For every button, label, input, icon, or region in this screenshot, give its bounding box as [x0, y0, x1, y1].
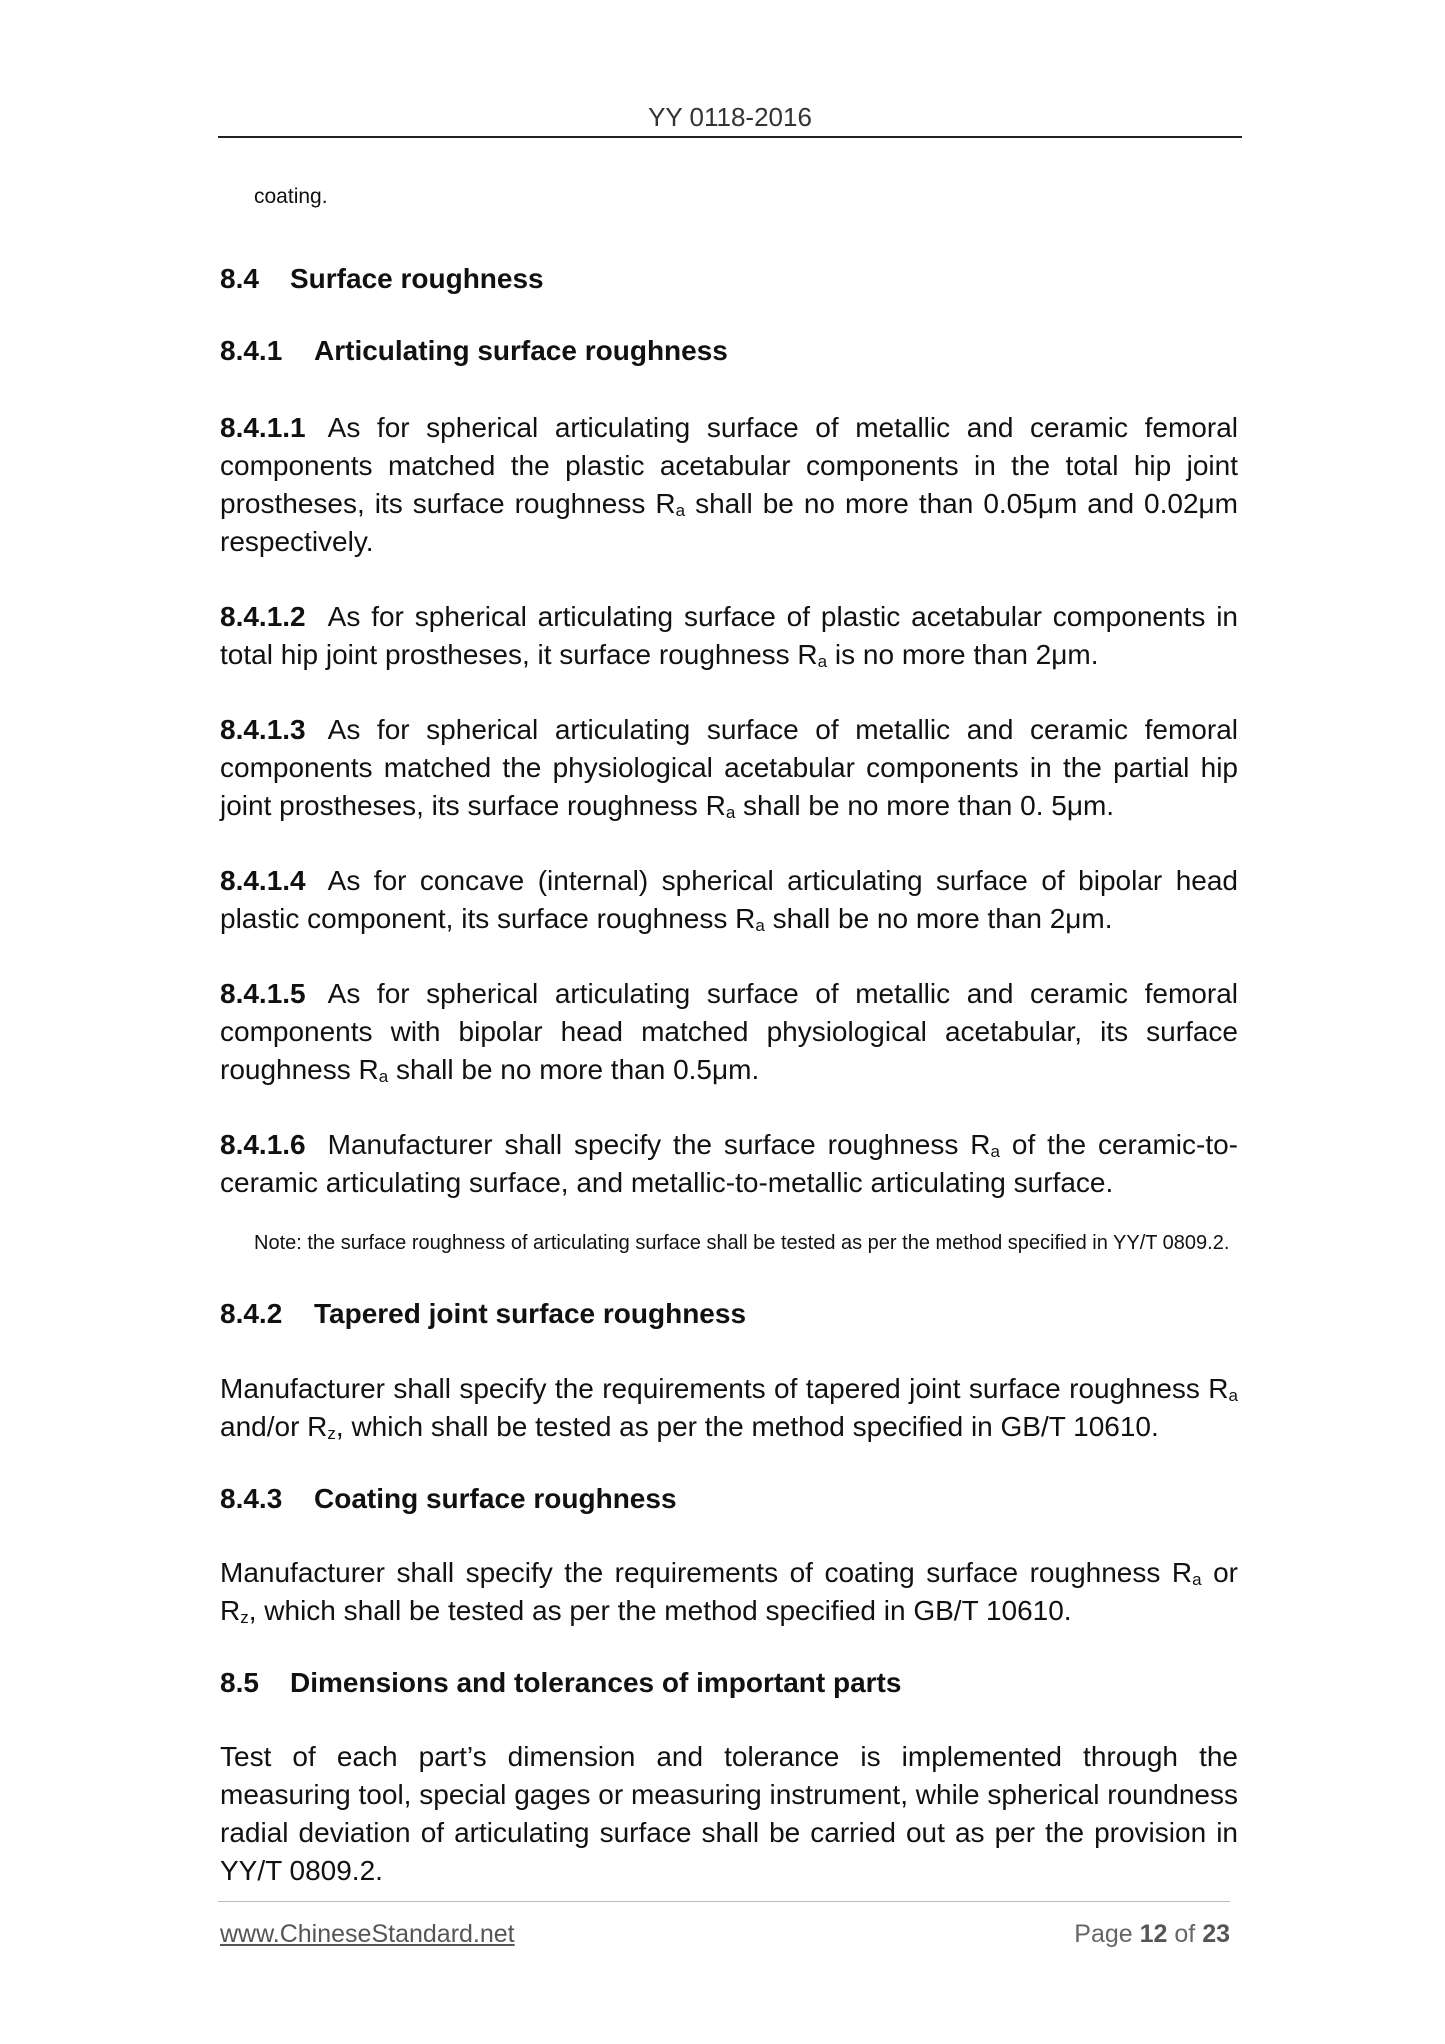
clause-text: shall be no more than 0. 5μm.	[735, 790, 1115, 822]
heading-title: Surface roughness	[290, 263, 544, 295]
clause-text: shall be no more than 2μm.	[764, 903, 1113, 935]
subscript: z	[240, 1607, 249, 1627]
paragraph-8-4-3	[220, 1554, 1238, 1630]
heading-title: Tapered joint surface roughness	[314, 1298, 747, 1330]
paragraph-text: , which shall be tested as per the method specified in GB/T 10610.	[335, 1410, 1159, 1442]
clause-number: 8.4.1.5	[220, 978, 306, 1010]
total-pages: 23	[1202, 1920, 1230, 1948]
heading-title: Articulating surface roughness	[314, 334, 728, 366]
page-number	[1074, 1920, 1230, 1949]
paragraph-text: and/or R	[220, 1410, 328, 1442]
heading-number: 8.4.2	[220, 1298, 283, 1330]
clause-8-4-1-6	[220, 1126, 1238, 1202]
subscript: a	[755, 916, 765, 936]
clause-text: As for spherical articulating surface of plastic acetabular components in total hip joint prostheses, it surface roughness R	[220, 601, 1238, 671]
subscript: a	[817, 652, 828, 672]
current-page: 12	[1139, 1920, 1168, 1948]
heading-8-5	[220, 1665, 1238, 1701]
subscript: a	[378, 1067, 389, 1087]
clause-number: 8.4.1.3	[220, 714, 306, 746]
clause-text: shall be no more than 0.05μm and 0.02μm respectively.	[220, 488, 1238, 558]
clause-text: shall be no more than 0.5μm.	[388, 1054, 760, 1086]
clause-number: 8.4.1.1	[220, 412, 306, 444]
document-code-header: YY 0118-2016	[648, 102, 812, 132]
clause-text: is no more than 2μm.	[827, 639, 1099, 671]
clause-number: 8.4.1.6	[220, 1129, 306, 1161]
header-rule	[218, 136, 1242, 138]
paragraph-text: Manufacturer shall specify the requirements of coating surface roughness R	[220, 1556, 1193, 1588]
note: Note: the surface roughness of articulating surface shall be tested as per the method specified in YY/T 0809.2.	[254, 1232, 1230, 1255]
heading-title: Coating surface roughness	[314, 1482, 677, 1514]
clause-8-4-1-4	[220, 862, 1238, 938]
clause-text: As for spherical articulating surface of metallic and ceramic femoral components matched the physiological acetabular components in the partial hip joint prostheses, its surface roughness R	[220, 714, 1238, 822]
clause-8-4-1-3	[220, 711, 1238, 825]
subscript: a	[1228, 1385, 1238, 1405]
clause-text: As for concave (internal) spherical articulating surface of bipolar head plastic component, its surface roughness R	[220, 865, 1238, 935]
clause-8-4-1-1	[220, 409, 1238, 561]
page-content	[220, 172, 1238, 1890]
heading-number: 8.4.3	[220, 1482, 283, 1514]
heading-number: 8.5	[220, 1666, 259, 1698]
heading-8-4-2	[220, 1296, 1238, 1332]
paragraph-text: Manufacturer shall specify the requirements of tapered joint surface roughness R	[220, 1372, 1229, 1404]
website-link[interactable]: www.ChineseStandard.net	[220, 1920, 515, 1948]
heading-number: 8.4	[220, 263, 259, 295]
heading-8-4	[220, 261, 1238, 297]
clause-number: 8.4.1.4	[220, 865, 306, 897]
clause-text: As for spherical articulating surface of metallic and ceramic femoral components matched the plastic acetabular components in the total hip joint prostheses, its surface roughness R	[220, 412, 1238, 520]
paragraph-text: , which shall be tested as per the method specified in GB/T 10610.	[248, 1594, 1072, 1626]
paragraph-text: or R	[220, 1556, 1238, 1626]
subscript: z	[327, 1423, 336, 1443]
clause-text: Manufacturer shall specify the surface roughness R	[327, 1129, 991, 1161]
subscript: a	[675, 501, 686, 521]
heading-8-4-3	[220, 1481, 1238, 1517]
clause-text: of the ceramic-to-ceramic articulating surface, and metallic-to-metallic articulating surface.	[220, 1129, 1238, 1199]
clause-8-4-1-5	[220, 975, 1238, 1089]
clause-text: As for spherical articulating surface of metallic and ceramic femoral components with bipolar head matched physiological acetabular, its surface roughness R	[220, 978, 1238, 1086]
heading-8-4-1	[220, 333, 1238, 369]
page-of-label: of	[1174, 1920, 1196, 1948]
clause-8-4-1-2	[220, 598, 1238, 674]
heading-title: Dimensions and tolerances of important parts	[290, 1666, 902, 1698]
subscript: a	[725, 803, 736, 823]
subscript: a	[1192, 1569, 1202, 1589]
paragraph-8-4-2	[220, 1370, 1238, 1446]
footer-rule	[218, 1901, 1230, 1902]
paragraph-8-5: Test of each part’s dimension and tolerance is implemented through the measuring tool, special gages or measuring instrument, while spherical roundness radial deviation of articulating surface shall be carried out as per the provision in YY/T 0809.2.	[220, 1741, 1238, 1887]
subscript: a	[990, 1142, 1000, 1162]
continuation-text: coating.	[254, 185, 328, 208]
page-label: Page	[1074, 1920, 1133, 1948]
clause-number: 8.4.1.2	[220, 601, 306, 633]
heading-number: 8.4.1	[220, 334, 283, 366]
